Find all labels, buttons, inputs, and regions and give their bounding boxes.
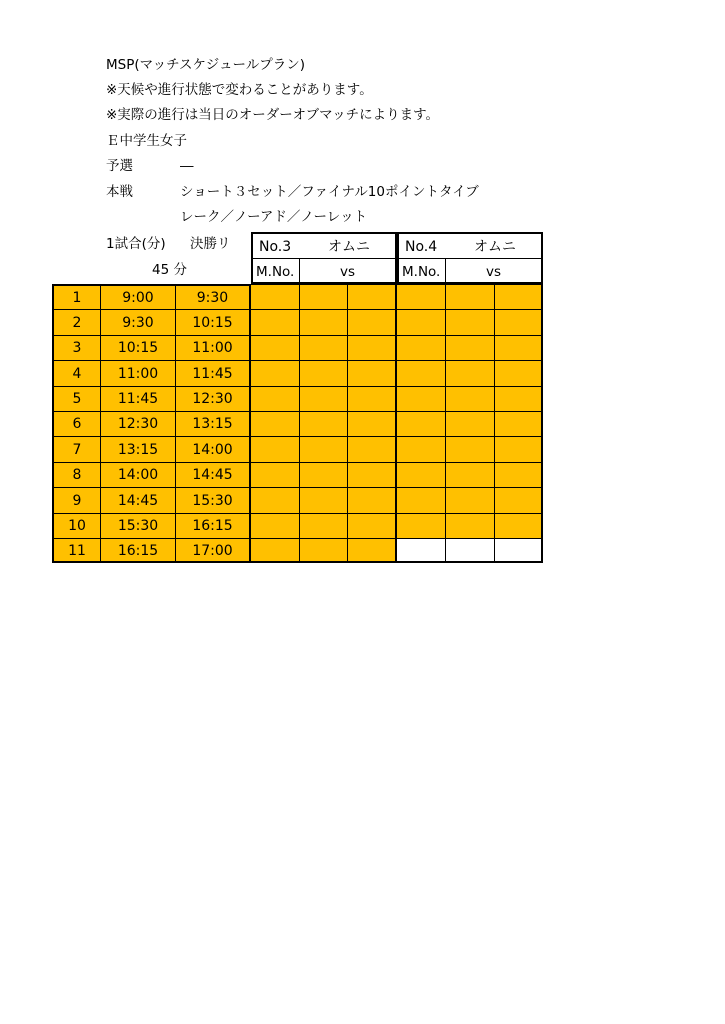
row-number: 7 xyxy=(52,436,101,462)
schedule-slot xyxy=(446,386,495,411)
schedule-slot xyxy=(446,309,495,335)
schedule-slot xyxy=(251,538,300,563)
end-time: 16:15 xyxy=(176,513,251,538)
match-time-label: 1試合(分) xyxy=(106,236,166,252)
row-number: 6 xyxy=(52,411,101,436)
final-label: 決勝リ xyxy=(190,236,231,252)
schedule-slot xyxy=(495,360,543,386)
schedule-slot xyxy=(251,360,300,386)
schedule-slot xyxy=(446,436,495,462)
row-number: 1 xyxy=(52,284,101,309)
schedule-slot xyxy=(446,411,495,436)
row-number: 5 xyxy=(52,386,101,411)
schedule-slot xyxy=(446,360,495,386)
end-time: 14:00 xyxy=(176,436,251,462)
schedule-slot xyxy=(300,436,348,462)
schedule-slot xyxy=(446,462,495,487)
schedule-slot xyxy=(300,284,348,309)
schedule-slot xyxy=(251,309,300,335)
schedule-slot xyxy=(251,462,300,487)
end-time: 13:15 xyxy=(176,411,251,436)
end-time: 15:30 xyxy=(176,487,251,513)
end-time: 11:00 xyxy=(176,335,251,360)
schedule-slot xyxy=(300,386,348,411)
end-time: 10:15 xyxy=(176,309,251,335)
main-label: 本戦 xyxy=(106,184,133,200)
schedule-slot xyxy=(348,309,397,335)
row-number: 4 xyxy=(52,360,101,386)
row-number: 10 xyxy=(52,513,101,538)
schedule-slot xyxy=(397,538,446,563)
schedule-slot xyxy=(495,411,543,436)
row-number: 2 xyxy=(52,309,101,335)
schedule-slot xyxy=(495,335,543,360)
end-time: 9:30 xyxy=(176,284,251,309)
schedule-slot xyxy=(495,386,543,411)
schedule-slot xyxy=(300,411,348,436)
prelim-label: 予選 xyxy=(106,158,133,174)
schedule-slot xyxy=(495,513,543,538)
schedule-slot xyxy=(348,360,397,386)
schedule-slot xyxy=(348,538,397,563)
schedule-slot xyxy=(397,284,446,309)
schedule-slot xyxy=(348,487,397,513)
start-time: 14:45 xyxy=(101,487,176,513)
schedule-slot xyxy=(300,513,348,538)
schedule-slot xyxy=(300,538,348,563)
schedule-slot xyxy=(348,284,397,309)
schedule-slot xyxy=(348,462,397,487)
prelim-value: ― xyxy=(180,158,194,174)
schedule-slot xyxy=(397,386,446,411)
schedule-slot xyxy=(348,386,397,411)
schedule-slot xyxy=(251,487,300,513)
match-number-header: M.No. xyxy=(397,258,446,284)
start-time: 11:45 xyxy=(101,386,176,411)
row-number: 9 xyxy=(52,487,101,513)
schedule-title: MSP(マッチスケジュールプラン) xyxy=(106,57,306,73)
schedule-slot xyxy=(251,386,300,411)
schedule-slot xyxy=(348,436,397,462)
start-time: 12:30 xyxy=(101,411,176,436)
end-time: 12:30 xyxy=(176,386,251,411)
schedule-slot xyxy=(348,411,397,436)
weather-note: ※天候や進行状態で変わることがあります。 xyxy=(106,82,373,98)
schedule-slot xyxy=(397,309,446,335)
start-time: 11:00 xyxy=(101,360,176,386)
schedule-slot xyxy=(397,462,446,487)
category-label: Ｅ中学生女子 xyxy=(106,133,187,149)
main-format-line2: レーク／ノーアド／ノーレット xyxy=(180,209,368,225)
schedule-slot xyxy=(495,487,543,513)
schedule-slot xyxy=(495,436,543,462)
start-time: 9:30 xyxy=(101,309,176,335)
schedule-slot xyxy=(251,335,300,360)
schedule-slot xyxy=(300,462,348,487)
row-number: 8 xyxy=(52,462,101,487)
schedule-slot xyxy=(495,462,543,487)
row-number: 3 xyxy=(52,335,101,360)
row-number: 11 xyxy=(52,538,101,563)
court-surface: オムニ xyxy=(474,239,516,255)
match-number-header: M.No. xyxy=(251,258,300,284)
vs-header: vs xyxy=(446,258,543,284)
end-time: 17:00 xyxy=(176,538,251,563)
schedule-slot xyxy=(251,284,300,309)
schedule-slot xyxy=(446,513,495,538)
schedule-slot xyxy=(348,335,397,360)
schedule-slot xyxy=(446,284,495,309)
schedule-slot xyxy=(300,360,348,386)
start-time: 13:15 xyxy=(101,436,176,462)
schedule-slot xyxy=(397,335,446,360)
schedule-slot xyxy=(446,538,495,563)
schedule-slot xyxy=(348,513,397,538)
end-time: 11:45 xyxy=(176,360,251,386)
schedule-slot xyxy=(251,436,300,462)
schedule-slot xyxy=(495,538,543,563)
schedule-slot xyxy=(300,487,348,513)
start-time: 16:15 xyxy=(101,538,176,563)
schedule-slot xyxy=(446,487,495,513)
schedule-slot xyxy=(397,513,446,538)
vs-header: vs xyxy=(300,258,397,284)
court-number: No.4 xyxy=(405,239,438,255)
schedule-slot xyxy=(495,309,543,335)
start-time: 15:30 xyxy=(101,513,176,538)
start-time: 10:15 xyxy=(101,335,176,360)
start-time: 14:00 xyxy=(101,462,176,487)
end-time: 14:45 xyxy=(176,462,251,487)
duration-label: 45 分 xyxy=(152,262,187,278)
schedule-slot xyxy=(397,411,446,436)
schedule-slot xyxy=(397,487,446,513)
schedule-slot xyxy=(300,309,348,335)
court-header xyxy=(397,232,543,258)
order-note: ※実際の進行は当日のオーダーオブマッチによります。 xyxy=(106,107,440,123)
court-surface: オムニ xyxy=(328,239,370,255)
court-header xyxy=(251,232,397,258)
schedule-slot xyxy=(495,284,543,309)
court-number: No.3 xyxy=(259,239,292,255)
schedule-slot xyxy=(251,411,300,436)
schedule-slot xyxy=(397,436,446,462)
start-time: 9:00 xyxy=(101,284,176,309)
main-format-line1: ショート３セット／ファイナル10ポイントタイブ xyxy=(180,184,479,200)
schedule-slot xyxy=(397,360,446,386)
schedule-slot xyxy=(251,513,300,538)
schedule-slot xyxy=(446,335,495,360)
schedule-slot xyxy=(300,335,348,360)
